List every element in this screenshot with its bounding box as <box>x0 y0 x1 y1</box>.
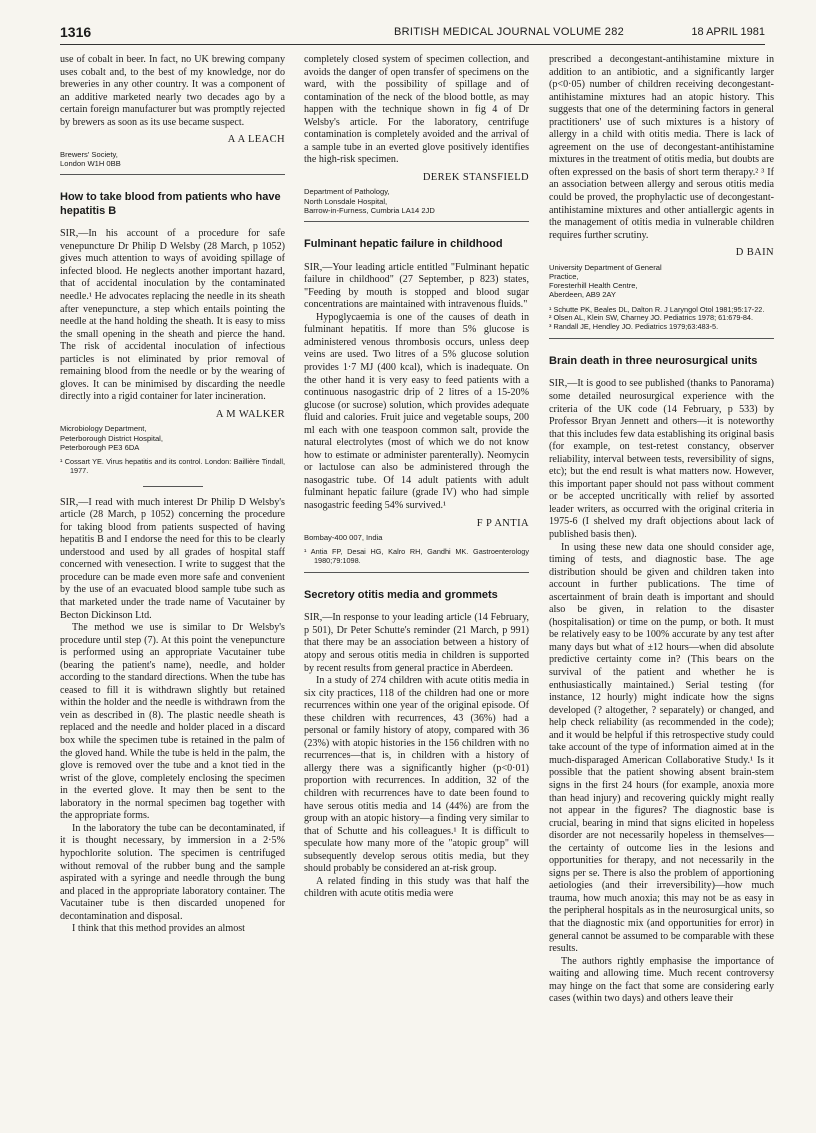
column-2 <box>304 54 529 901</box>
continued-paragraph: completely closed system of specimen collection, and avoids the danger of open transfer of specimens on the ward, with the possibility of spillage and of contamination of the neck of the blood bottle, as may happen with the technique shown in fig 4 of Dr Welsby's article. For the laboratory, centrifuge contamination is completely avoided and the arrival of a sample tube in an everted glove positively identifies the high-risk specimen. <box>304 54 529 166</box>
letter-bain-related: A related finding in this study was that half the children with acute otitis media were <box>304 875 529 900</box>
signature-leach: A A LEACH <box>227 134 285 146</box>
page-number: 1316 <box>60 24 92 40</box>
column-3 <box>549 54 774 1006</box>
section-divider <box>304 572 529 573</box>
references-walker: ¹ Cossart YE. Virus hepatitis and its control. London: Baillière Tindall, 1977. <box>60 457 285 475</box>
letter-divider <box>143 486 203 487</box>
references-bain: ¹ Schutte PK, Beales DL, Dalton R. J Laryngol Otol 1981;95:17-22. ² Olsen AL, Klein SW, Charney JO. Pediatrics 1978; 61:679-84. ³ Randall JE, Hendley JO. Pediatrics 1979;63:483-5. <box>549 304 765 332</box>
letter-stansfield-intro: SIR,—I read with much interest Dr Philip D Welsby's article (28 March, p 1052) concerning the procedure for taking blood from patients suspected of having hepatitis B and I endorse the need for this to be clearly understood and used by all grades of hospital staff concerned with venesection. I write to suggest that the procedure can be made even more safe and convenient by the use of an evacuated blood sample tube such as that marketed under the trade name of Vacutainer by Becton Dickinson Ltd. <box>60 496 285 621</box>
section-divider <box>304 221 529 222</box>
signature-stansfield: DEREK STANSFIELD <box>422 171 529 183</box>
letter-bain-study: In a study of 274 children with acute otitis media in six city practices, 118 of the children had one or more recurrences within one year of the original episode. Of these children with recurrences, 43 (36%) had a personal or family history of atopy, compared with 36 (23%) with atopic histories in the 156 children with no recurrences—that is, in children with a history of allergy there was a significantly higher (p<0·01) proportion with recurrences. In addition, 32 of the children with recurrences have to date been found to have serous otitis media and 14 (44%) are from the group with an atopic history—a finding very similar to that of Schutte and his colleagues.¹ It is difficult to speculate how many more of the "atopic group" will subsequently develop serous otitis media, but they should probably be considered an at-risk group. <box>304 675 529 875</box>
letter-antia-intro: SIR,—Your leading article entitled "Fulminant hepatic failure in childhood" (27 September, p 823) states, "Feeding by mouth is stopped and blood sugar concentrations are maintained with intravenous fluids." <box>304 261 529 311</box>
signature-walker: A M WALKER <box>215 408 285 420</box>
heading-hepatitis-b: How to take blood from patients who have hepatitis B <box>60 191 281 217</box>
address-bain: University Department of General Practice, Foresterhill Health Centre, Aberdeen, AB9 2AY <box>549 262 662 300</box>
section-divider <box>549 338 774 339</box>
address-antia: Bombay-400 007, India <box>304 533 383 543</box>
letter-walker-body: SIR,—In his account of a procedure for safe venepuncture Dr Philip D Welsby (28 March, p 1052) gives much attention to ways of avoiding spillage of infected blood. He neglects another important hazard, that of accidental inoculation by the contaminated needle.¹ He advocates replacing the needle in its sheath after venepuncture, a step which entails pointing the needle at the hand holding the sheath. It is easy to miss the small opening in the sheath and pierce the hand. The risk of accidental inoculation of infectious particles is not eliminated by prior removal of remaining blood from the needle or by the wearing of gloves. It can be minimised by discarding the needle directly into a rigid container for later incineration. <box>60 228 285 403</box>
signature-antia: F P ANTIA <box>476 517 529 529</box>
letter-brain-death-closing: The authors rightly emphasise the importance of waiting and allowing time. Much recent controversy may hinge on the fact that some are considering early cases (within two days) and others leave their <box>549 955 774 1005</box>
letter-bain-intro: SIR,—In response to your leading article (14 February, p 501), Dr Peter Schutte's reminder (21 March, p 991) that there may be an association between a history of atopy and serous otitis media in children is supported by recent results from general practice in Aberdeen. <box>304 612 529 674</box>
section-divider <box>60 174 285 175</box>
continued-paragraph: use of cobalt in beer. In fact, no UK brewing company uses cobalt and, to the best of my knowledge, nor do breweries in any other country. It was a component of an additive marketed nearly two decades ago by a certain foreign manufacturer but was promptly rejected by brewers as soon as its use became suspect. <box>60 54 285 128</box>
column-1 <box>60 54 285 936</box>
letter-brain-death-intro: SIR,—It is good to see published (thanks to Panorama) some detailed neurosurgical experience with the criteria of the UK code (14 February, p 533) by Professor Bryan Jennett and others—it is noteworthy that this includes few data establishing its original basis (for example, on test-retest constancy, observer reliability, interval between tests, reversibility of signs, etc); but the end result is what matters now. However, this important paper should not pass without comment or be accepted uncritically with relief by assorted leader writers, as occurred with the original criteria in 1975-6 (I shelved my draft objections about lack of published basis then). <box>549 378 774 541</box>
issue-date: 18 APRIL 1981 <box>691 26 765 38</box>
heading-secretory-otitis-media: Secretory otitis media and grommets <box>304 588 498 601</box>
letter-stansfield-method: The method we use is similar to Dr Welsby's procedure until step (7). At this point the venepuncture is performed using an appropriate Vacutainer tube (bearing the patient's name), needle, and holder according to the standard directions. When the tube has ceased to fill it is withdrawn slightly but retained within the holder and the needle is withdrawn from the vein as described in (8). The plastic needle sheath is replaced and the needle and holder placed in a discard box while the specimen tube is retained in the palm of the gloved hand. While the tube is held in the palm, the glove is removed over the tube and a knot tied in the wrist of the glove, completely enclosing the specimen in the everted glove. It may then be sent to the laboratory in the normal specimen bag together with the appropriate forms. <box>60 622 285 822</box>
letter-stansfield-lab: In the laboratory the tube can be decontaminated, if it is thought necessary, by immersion in a 2·5% hypochlorite solution. The specimen is centrifuged without removal of the rubber bung and the sample aspirated with a syringe and needle through the bung and placed in the appropriate laboratory container. The Vacutainer tube is then discarded unopened for decontamination and disposal. <box>60 822 285 922</box>
address-leach: Brewers' Society, London W1H 0BB <box>60 149 121 169</box>
journal-title: BRITISH MEDICAL JOURNAL VOLUME 282 <box>394 26 625 38</box>
address-stansfield: Department of Pathology, North Lonsdale Hospital, Barrow-in-Furness, Cumbria LA14 2JD <box>304 187 435 215</box>
references-antia: ¹ Antia FP, Desai HG, Kalro RH, Gandhi MK. Gastroenterology 1980;79:1098. <box>304 547 529 566</box>
letter-antia-body: Hypoglycaemia is one of the causes of death in fulminant hepatitis. If more than 5% glucose is administered venous thrombosis occurs, unless deep veins are used. Two litres of a 5% glucose solution provides 1·7 MJ (400 kcal), which is inadequate. On the other hand it is very easy to feed patients with a continuous nasogastric drip of 2 litres of a 15-20% glucose (or sucrose) solution, which provides adequate fluid and calories. Fruit juice and vegetable soups, 200 ml each with one teaspoon common salt, provide the natural electrolytes (most of which we do not know how to estimate or administer parenterally). Neomycin or lactulose can also be administered through the nasogastric tube. Of 14 adult patients with adult fulminant hepatic failure (grade IV) who had simple nasogastric feeding 54% survived.¹ <box>304 311 529 511</box>
letter-stansfield-closing: I think that this method provides an almost <box>72 923 245 935</box>
letter-brain-death-body: In using these new data one should consider age, timing of tests, and diagnostic base. The age distribution should be given and children taken into account in further publications. The time of ascertainment of brain death is important and should also be given, in relation to the disaster (hospitalisation) or time on the pump, or both. It must be relatively easy to be 100% accurate by any test after many days but what of ±12 hours—when did absolute predictive certainty come in? (This bears on the survival of the patient and whether he is enthusiastically maintained.) Serial testing (for instance, 12 hourly) might indicate how the signs developed (? altogether, ? separately) or changed, and help check reliability (as recommended in the code); and it would be helpful if this retrospective study could take account of the type of information aimed at in the much-disparaged American Collaborative Study.¹ Is it possible that the patient showing absent brain-stem signs in the first 24 hours (for example, anoxia more than head injury) and recovering quickly might really not appear in the figures? The diagnostic base is crucial, bearing in mind that signs elicited in hopeless disorder are not necessarily hopeless in themselves—the certainty of outcome lies in the lesions and opportunities for therapy, and not necessarily in the signs per se. There is also the problem of apportioning aetiologies (and their irreversibility)—how much trauma, how much anoxia; this may not be as easy in the peripheral hospitals as in the neurosurgical units, so that the diagnostic mix (and opportunities for error) in general cannot be assumed to be comparable with these results. <box>549 541 774 955</box>
address-walker: Microbiology Department, Peterborough District Hospital, Peterborough PE3 6DA <box>60 424 163 452</box>
continued-paragraph: prescribed a decongestant-antihistamine mixture in addition to an antibiotic, and a significantly larger (p<0·05) number of children receiving decongestant-antihistamine mixtures had an atopic history. This suggests that one of the determining factors in general practitioners' use of such mixtures is a history of allergy in a child with otitis media. There is lack of agreement on the use of decongestant-antihistamine mixtures in the treatment of otitis media, but doubts are often expressed on the basis of short term therapy.² ³ If an association between allergy and serous otitis media could be proved, the prophylactic use of decongestant-antihistamine mixtures and other antiallergic agents in the management of otitis media in vulnerable children requires further scrutiny. <box>549 54 774 241</box>
signature-bain: D BAIN <box>735 247 774 259</box>
running-header <box>60 24 765 45</box>
heading-brain-death: Brain death in three neurosurgical units <box>549 354 758 367</box>
heading-fulminant-hepatic-failure: Fulminant hepatic failure in childhood <box>304 238 503 251</box>
